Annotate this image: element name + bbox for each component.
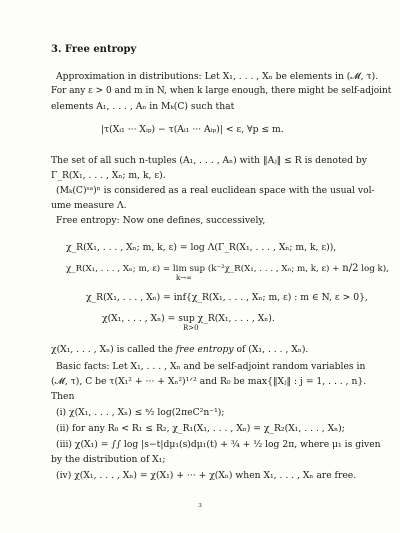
paragraph-line: For any ε > 0 and m in N, when k large enough, there might be self-adjoint xyxy=(51,86,392,96)
limit-subscript: k→∞ xyxy=(176,274,192,282)
equation-fraction: n/2 xyxy=(342,263,359,274)
paragraph-line: (𝓜, τ), C be τ(X₁² + ··· + Xₙ²)¹ᐟ² and R₀ be max{‖Xⱼ‖ : j = 1, . . . , n}. xyxy=(51,376,367,387)
paragraph-line: Basic facts: Let X₁, . . . , Xₙ and be self-adjoint random variables in xyxy=(56,361,366,372)
definition-text-end: of (X₁, . . . , Xₙ). xyxy=(233,344,309,355)
equation-tail: log k), xyxy=(358,264,389,274)
paragraph-line: Then xyxy=(51,391,75,402)
fact-item: (iii) χ(X₁) = ∫∫ log |s−t|dμ₁(s)dμ₁(t) + ¾ + ½ log 2π, where μ₁ is given xyxy=(56,439,381,450)
paragraph-line: ume measure Λ. xyxy=(51,200,127,211)
definition-text: χ(X₁, . . . , Xₙ) is called the xyxy=(51,344,176,355)
sup-subscript: R>0 xyxy=(183,324,199,332)
equation: |τ(Xᵢ₁ ··· Xᵢₚ) − τ(Aᵢ₁ ··· Aᵢₚ)| < ε, ∀p ≤ m. xyxy=(101,124,284,135)
page-number: 3 xyxy=(198,502,202,509)
paragraph-line: Approximation in distributions: Let X₁, . . . , Xₙ be elements in (𝓜, τ). xyxy=(56,71,379,82)
equation: χ(X₁, . . . , Xₙ) = sup χ_R(X₁, . . . , Xₙ). xyxy=(102,313,275,324)
equation xyxy=(66,263,389,275)
section-title: 3. Free entropy xyxy=(51,44,137,55)
fact-item: by the distribution of X₁; xyxy=(51,454,166,465)
paragraph-line: Free entropy: Now one defines, successively, xyxy=(56,215,266,226)
definition-line xyxy=(51,344,308,355)
paragraph-line: (Mₖ(C)ˢᵃ)ⁿ is considered as a real euclidean space with the usual vol- xyxy=(56,185,375,196)
paragraph-line: Γ_R(X₁, . . . , Xₙ; m, k, ε). xyxy=(51,170,166,181)
fact-item: (iv) χ(X₁, . . . , Xₙ) = χ(X₁) + ··· + χ(Xₙ) when X₁, . . . , Xₙ are free. xyxy=(56,470,357,481)
paragraph-line: elements A₁, . . . , Aₙ in Mₖ(C) such that xyxy=(51,101,235,112)
paragraph-line: The set of all such n-tuples (A₁, . . . , Aₙ) with ‖Aⱼ‖ ≤ R is denoted by xyxy=(51,155,367,166)
equation: χ_R(X₁, . . . , Xₙ; m, k, ε) = log Λ(Γ_R(X₁, . . . , Xₙ; m, k, ε)), xyxy=(66,242,337,253)
equation: χ_R(X₁, . . . , Xₙ) = inf{χ_R(X₁, . . . , Xₙ; m, ε) : m ∈ N, ε > 0}, xyxy=(86,292,368,303)
fact-item: (ii) for any R₀ < R₁ ≤ R₂, χ_R₁(X₁, . . . , Xₙ) = χ_R₂(X₁, . . . , Xₙ); xyxy=(56,423,345,434)
definition-term: free entropy xyxy=(175,344,234,355)
fact-item: (i) χ(X₁, . . . , Xₙ) ≤ ⁿ⁄₂ log(2πeC²n⁻¹); xyxy=(56,407,225,418)
equation-main: χ_R(X₁, . . . , Xₙ; m, ε) = lim sup (k⁻²χ_R(X₁, . . . , Xₙ; m, k, ε) + xyxy=(66,264,343,274)
